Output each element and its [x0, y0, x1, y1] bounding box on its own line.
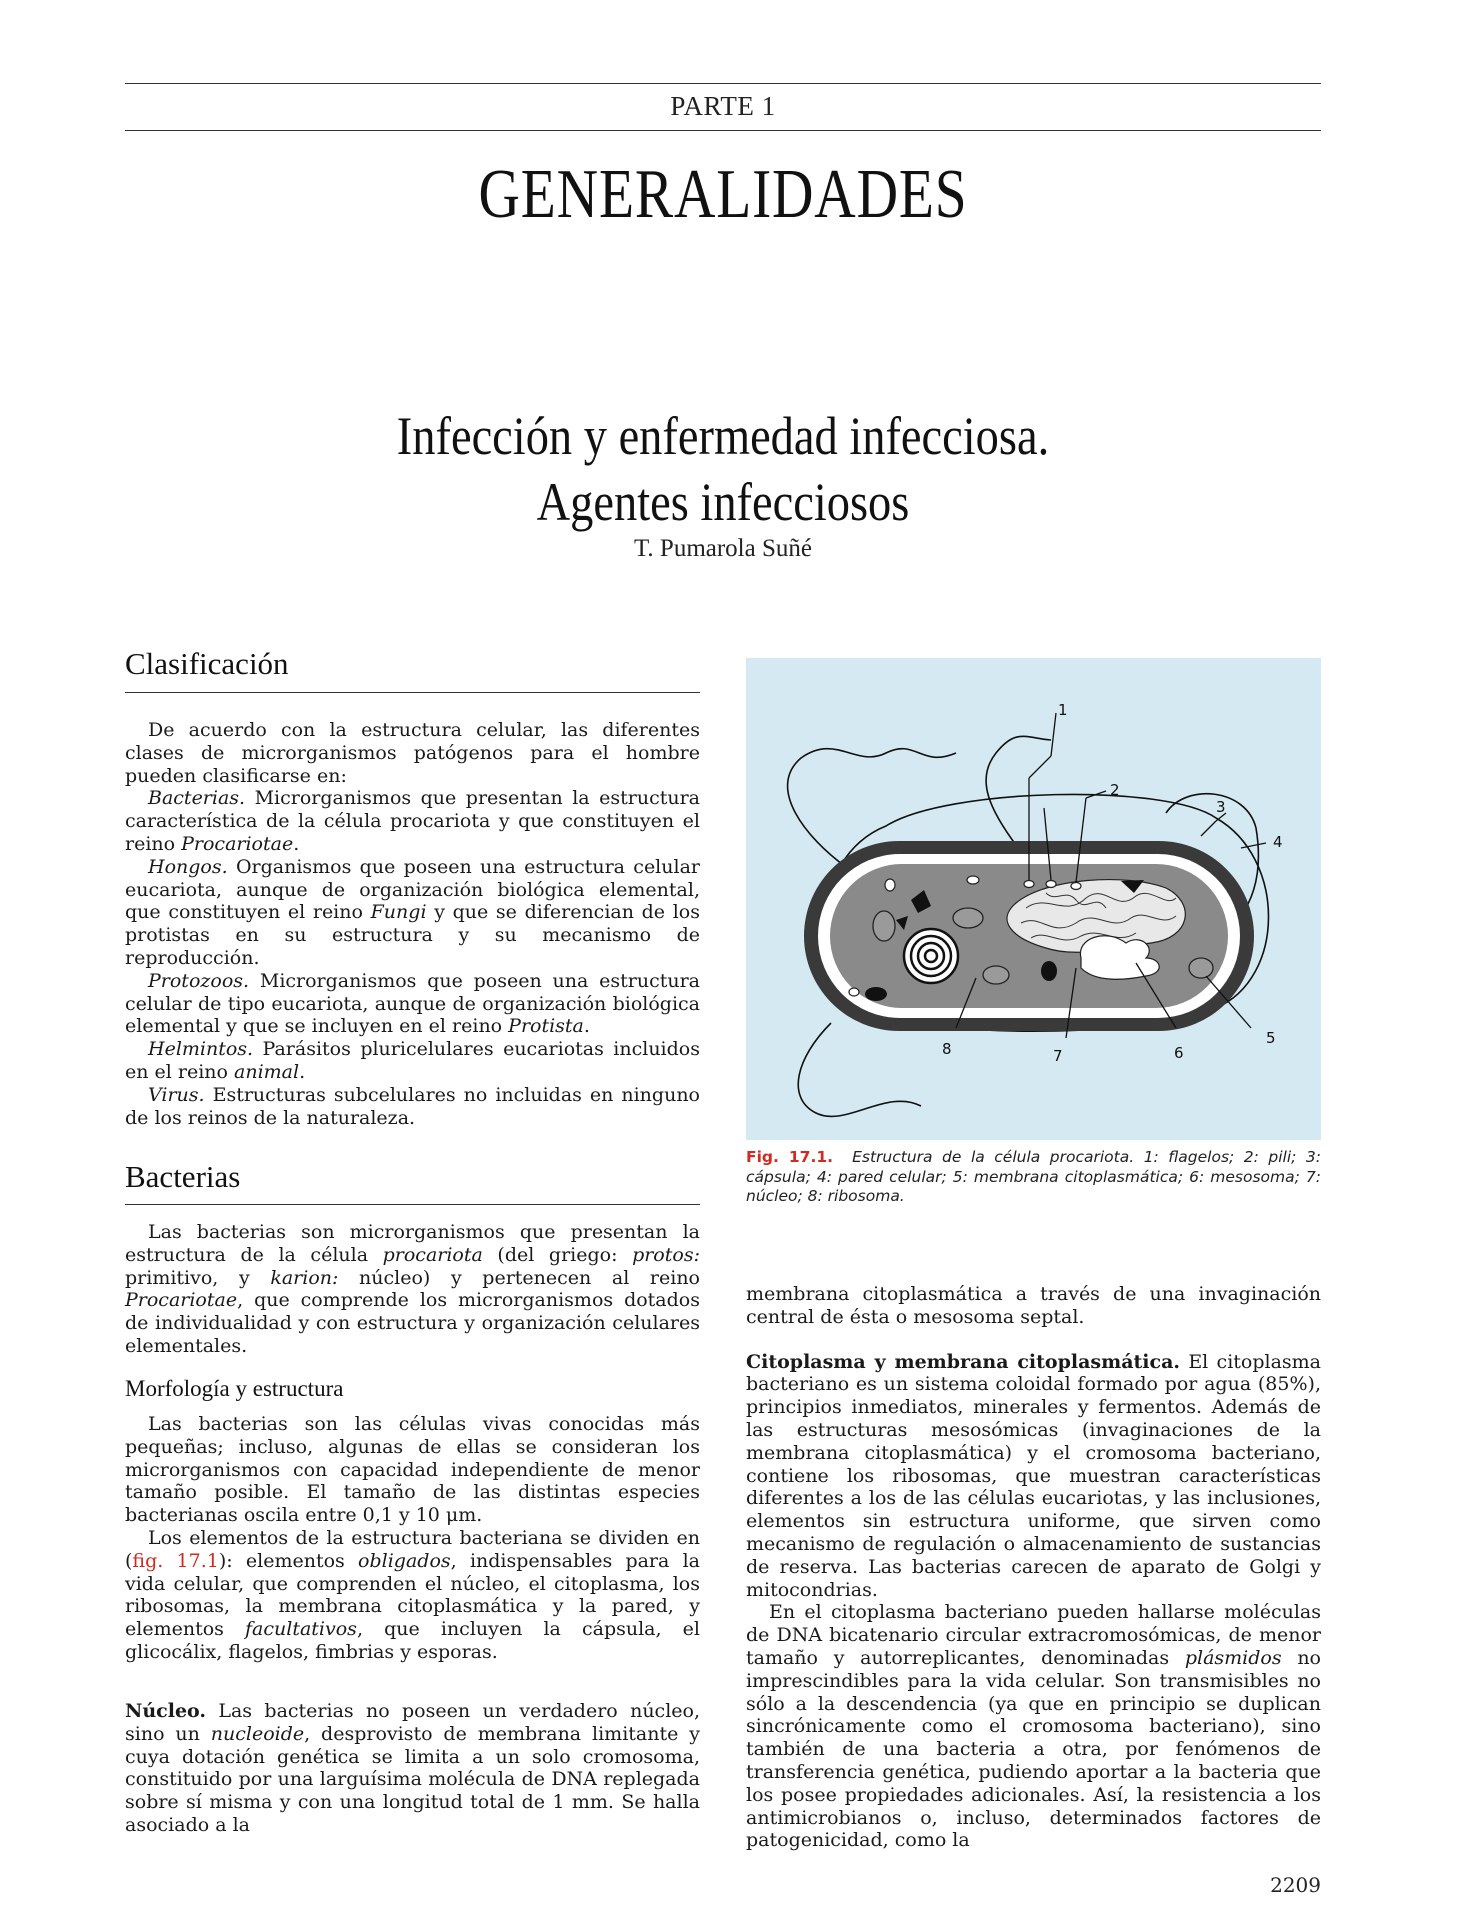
- figure-label: 3: [1216, 798, 1226, 816]
- paragraph: Núcleo. Las bacterias no poseen un verdadero núcleo, sino un nucleoide, desprovisto de membrana limitante y cuya dotación genética se limita a un solo cromosoma, constituido por una larguísima molécula de DNA replegada sobre sí misma y con una longitud total de 1 mm. Se halla asociado a la: [125, 1700, 700, 1836]
- clasificacion-body: [125, 719, 700, 1129]
- ribosome: [873, 911, 895, 941]
- paragraph: Las bacterias son microrganismos que presentan la estructura de la célula procariota (del griego: protos: primitivo, y karion: núcleo) y pertenecen al reino Procariotae, que comprende los microrganismos dotados de individualidad y con estructura y organización celulares elementales.: [125, 1221, 700, 1357]
- chapter-title-line-1: Infección y enfermedad infecciosa.: [396, 406, 1050, 466]
- flagellum: [798, 1023, 921, 1116]
- chapter-title: [125, 403, 1321, 535]
- figure-caption-text: Estructura de la célula procariota. 1: flagelos; 2: pili; 3: cápsula; 4: pared celular; 5: membrana citoplasmática; 6: mesosoma; 7: núcleo; 8: ribosoma.: [746, 1148, 1321, 1205]
- ribosome: [1189, 958, 1213, 978]
- part-title: GENERALIDADES: [478, 156, 968, 233]
- figure-caption-label: Fig. 17.1.: [746, 1148, 834, 1166]
- figure-17-1: [746, 658, 1321, 1140]
- part-label: PARTE 1: [670, 91, 776, 121]
- figure-label: 5: [1266, 1029, 1276, 1047]
- spiral-inclusion: [904, 929, 958, 983]
- paragraph: De acuerdo con la estructura celular, las diferentes clases de microrganismos patógenos para el hombre pueden clasificarse en:: [125, 719, 700, 787]
- granule: [865, 987, 887, 1001]
- header-bottom-rule: [125, 130, 1321, 131]
- header-top-rule: [125, 83, 1321, 84]
- figure-label: 7: [1053, 1047, 1063, 1065]
- section-rule: [125, 692, 700, 693]
- granule: [1041, 961, 1057, 981]
- paragraph: Las bacterias son las células vivas conocidas más pequeñas; incluso, algunas de ellas se consideran los microrganismos con capacidad independiente de menor tamaño posible. El tamaño de las distintas especies bacterianas oscila entre 0,1 y 10 μm.: [125, 1413, 700, 1527]
- paragraph: membrana citoplasmática a través de una invaginación central de ésta o mesosoma septal.: [746, 1283, 1321, 1328]
- figure-label: 1: [1058, 701, 1068, 719]
- subheading-morfologia: Morfología y estructura: [125, 1376, 344, 1401]
- section-rule: [125, 1204, 700, 1205]
- paragraph: Los elementos de la estructura bacteriana se dividen en (fig. 17.1): elementos obligados, indispensables para la vida celular, que comprenden el núcleo, el citoplasma, los ribosomas, la membrana citoplasmática y la pared, y elementos facultativos, que incluyen la cápsula, el glicocálix, flagelos, fimbrias y esporas.: [125, 1526, 700, 1663]
- right-column-body: [746, 1283, 1321, 1852]
- flagellum: [986, 736, 1051, 858]
- figure-caption: [746, 1148, 1321, 1207]
- paragraph: Citoplasma y membrana citoplasmática. El citoplasma bacteriano es un sistema coloidal formado por agua (85%), principios inmediatos, minerales y fermentos. Además de las estructuras mesosómicas (invaginaciones de la membrana citoplasmática) y el cromosoma bacteriano, contiene los ribosomas, que muestran características diferentes a los de las células eucariotas, y las inclusiones, elementos sin estructura uniforme, que sirven como mecanismo de regulación o almacenamiento de sustancias de reserva. Las bacterias carecen de aparato de Golgi y mitocondrias.: [746, 1350, 1322, 1601]
- bacterias-intro: [125, 1221, 700, 1358]
- prokaryotic-cell-diagram: [746, 658, 1321, 1140]
- classification-item-virus: Virus. Estructuras subcelulares no incluidas en ninguno de los reinos de la naturaleza.: [125, 1083, 700, 1129]
- classification-item-protozoos: Protozoos. Microrganismos que poseen una estructura celular de tipo eucariota, aunque de organización biológica elemental y que se incluyen en el reino Protista.: [125, 969, 700, 1038]
- morfologia-body: [125, 1413, 700, 1664]
- classification-item-bacterias: Bacterias. Microrganismos que presentan la estructura característica de la célula procariota y que constituyen el reino Procariotae.: [125, 787, 700, 855]
- page-number: 2209: [1270, 1873, 1321, 1897]
- nucleo-body: [125, 1700, 700, 1837]
- figure-label: 2: [1110, 781, 1120, 799]
- section-heading-bacterias: Bacterias: [125, 1159, 241, 1194]
- figure-label: 4: [1273, 833, 1283, 851]
- figure-label: 6: [1174, 1044, 1184, 1062]
- section-heading-clasificacion: Clasificación: [125, 646, 289, 681]
- chapter-title-line-2: Agentes infecciosos: [536, 472, 910, 532]
- classification-item-helmintos: Helmintos. Parásitos pluricelulares eucariotas incluidos en el reino animal.: [125, 1038, 700, 1083]
- ribosome: [983, 966, 1009, 984]
- ribosome: [953, 908, 983, 928]
- author: T. Pumarola Suñé: [634, 535, 812, 562]
- figure-reference-link[interactable]: fig. 17.1: [132, 1549, 219, 1572]
- paragraph: En el citoplasma bacteriano pueden hallarse moléculas de DNA bicatenario circular extracromosómicas, de menor tamaño y autorreplicantes, denominadas plásmidos no imprescindibles para la vida celular. Son transmisibles no sólo a la descendencia (ya que en principio se duplican sincrónicamente como el cromosoma bacteriano), sino también de una bacteria a otra, por fenómenos de transferencia genética, pudiendo aportar a la bacteria que los posee propiedades adicionales. Así, la resistencia a los antimicrobianos o, incluso, determinados factores de patogenicidad, como la: [746, 1601, 1321, 1852]
- figure-label: 8: [942, 1040, 952, 1058]
- classification-item-hongos: Hongos. Organismos que poseen una estructura celular eucariota, aunque de organización biológica elemental, que constituyen el reino Fungi y que se diferencian de los protistas en su estructura y su mecanismo de reproducción.: [125, 855, 700, 969]
